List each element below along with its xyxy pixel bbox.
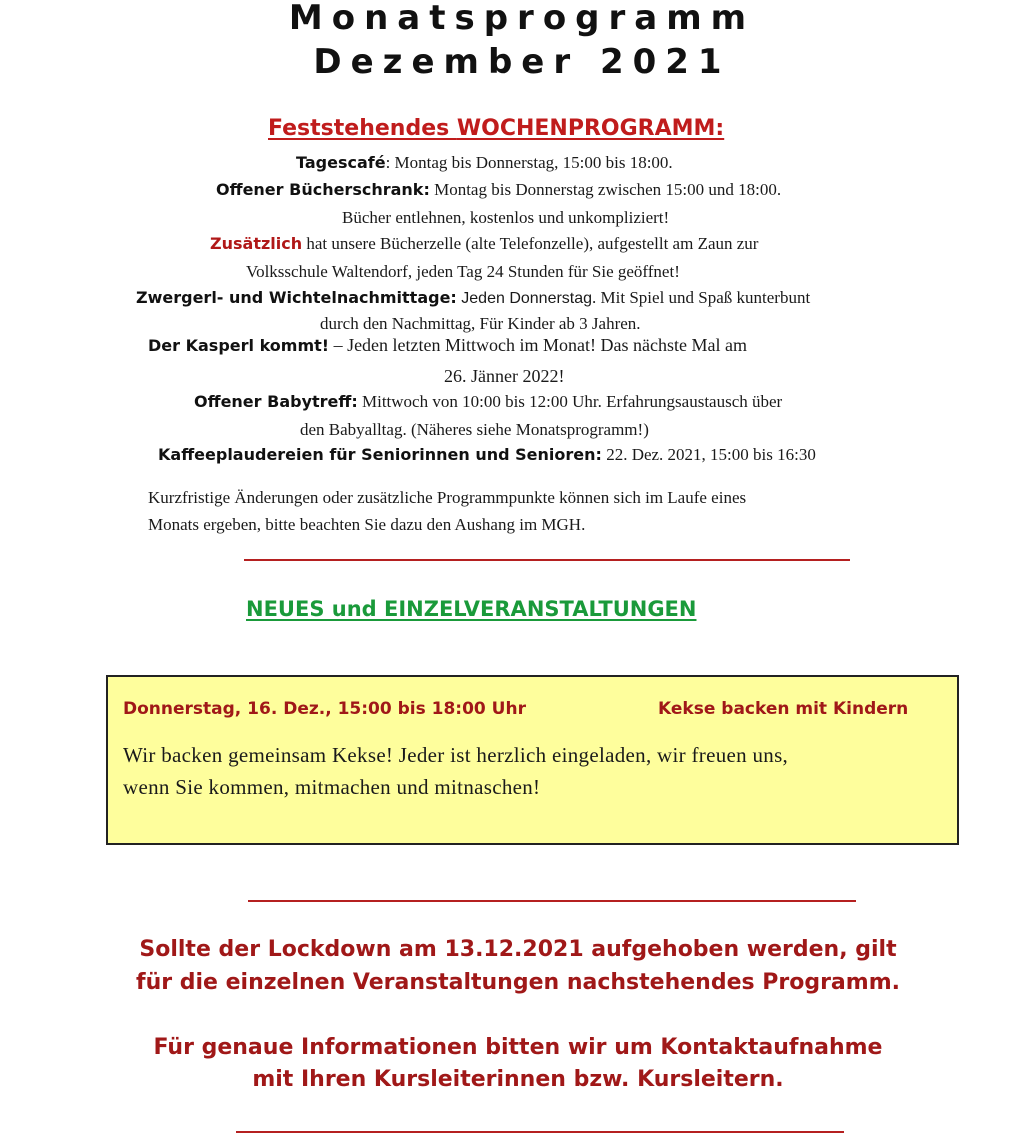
- events-heading: NEUES und EINZELVERANSTALTUNGEN: [246, 597, 697, 621]
- kaffee-text: 22. Dez. 2021, 15:00 bis 16:30: [601, 445, 816, 464]
- buecher-line2: Bücher entlehnen, kostenlos und unkompliziert!: [342, 208, 670, 227]
- kasperl-line2: 26. Jänner 2022!: [444, 366, 565, 386]
- tagescafe-text: : Montag bis Donnerstag, 15:00 bis 18:00.: [385, 153, 673, 172]
- event-desc-line1: Wir backen gemeinsam Kekse! Jeder ist herzlich eingeladen, wir freuen uns,: [123, 743, 789, 767]
- weekly-heading-main: WOCHENPROGRAMM:: [456, 116, 725, 141]
- divider-3: [236, 1131, 844, 1133]
- divider-2: [248, 900, 856, 902]
- event-box: [106, 675, 959, 845]
- kasperl-text: – Jeden letzten Mittwoch im Monat! Das nächste Mal am: [329, 335, 747, 355]
- buecher-label: Offener Bücherschrank:: [216, 180, 430, 199]
- kasperl-label: Der Kasperl kommt!: [148, 336, 330, 355]
- page-title-line1: Monatsprogramm: [288, 0, 756, 38]
- buecher-text: Montag bis Donnerstag zwischen 15:00 und 18:00.: [429, 180, 782, 199]
- page-title-line2: Dezember 2021: [313, 42, 731, 82]
- event-date: Donnerstag, 16. Dez., 15:00 bis 18:00 Uhr: [123, 699, 526, 719]
- tagescafe-label: Tagescafé: [296, 153, 386, 172]
- zwergerl-label: Zwergerl- und Wichtelnachmittage:: [136, 288, 457, 307]
- note-line2: Monats ergeben, bitte beachten Sie dazu den Aushang im MGH.: [148, 515, 586, 534]
- contact-line2: mit Ihren Kursleiterinnen bzw. Kursleitern.: [252, 1067, 784, 1092]
- zusaetzlich-label: Zusätzlich: [210, 234, 303, 253]
- zwergerl-line: [136, 288, 810, 308]
- divider-1: [244, 559, 850, 561]
- zusaetzlich-text: hat unsere Bücherzelle (alte Telefonzelle), aufgestellt am Zaun zur: [302, 234, 759, 253]
- event-title: Kekse backen mit Kindern: [658, 699, 909, 719]
- weekly-heading: [268, 116, 724, 141]
- baby-line2: den Babyalltag. (Näheres siehe Monatsprogramm!): [300, 420, 649, 439]
- kaffee-line: [158, 445, 816, 465]
- contact-line1: Für genaue Informationen bitten wir um Kontaktaufnahme: [153, 1035, 883, 1060]
- tagescafe-line: [296, 153, 673, 173]
- zusaetzlich-line: [210, 234, 758, 254]
- baby-text: Mittwoch von 10:00 bis 12:00 Uhr. Erfahrungsaustausch über: [357, 392, 783, 411]
- zwergerl-mid: Jeden Donnerstag: [456, 290, 593, 307]
- lockdown-line1: Sollte der Lockdown am 13.12.2021 aufgehoben werden, gilt: [139, 937, 897, 962]
- zusaetzlich-line2: Volksschule Waltendorf, jeden Tag 24 Stunden für Sie geöffnet!: [246, 262, 680, 281]
- buecher-line: [216, 180, 781, 200]
- event-desc-line2: wenn Sie kommen, mitmachen und mitnaschen!: [123, 775, 541, 799]
- baby-line: [194, 392, 782, 412]
- zwergerl-text: . Mit Spiel und Spaß kunterbunt: [592, 288, 811, 307]
- weekly-heading-prefix: Feststehendes: [268, 116, 457, 141]
- zwergerl-line2: durch den Nachmittag, Für Kinder ab 3 Jahren.: [320, 314, 641, 333]
- kaffee-label: Kaffeeplaudereien für Seniorinnen und Senioren:: [158, 445, 602, 464]
- kasperl-line: [148, 335, 747, 356]
- lockdown-line2: für die einzelnen Veranstaltungen nachstehendes Programm.: [136, 970, 900, 995]
- baby-label: Offener Babytreff:: [194, 392, 358, 411]
- note-line1: Kurzfristige Änderungen oder zusätzliche Programmpunkte können sich im Laufe eines: [148, 488, 747, 507]
